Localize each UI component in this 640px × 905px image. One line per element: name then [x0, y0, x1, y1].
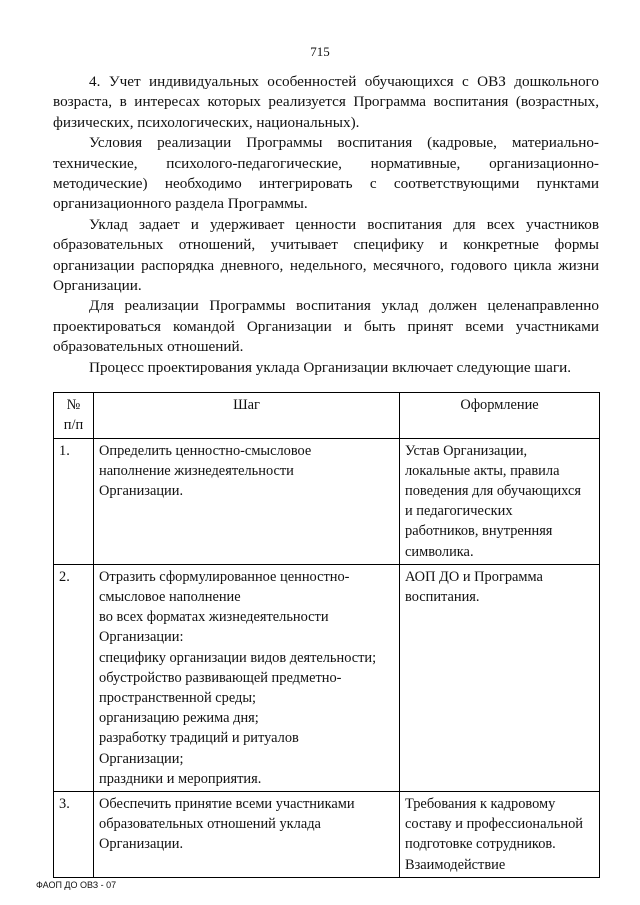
footer-stamp: ФАОП ДО ОВЗ - 07: [36, 880, 117, 890]
row-number: 2.: [54, 564, 94, 791]
step-line: Отразить сформулированное ценностно-: [99, 568, 350, 585]
step-line: праздники и мероприятия.: [99, 770, 262, 787]
document-body: [53, 72, 599, 878]
paragraph-4: Для реализации Программы воспитания уклад должен целенаправленно проектироваться командой Организации и быть принят всеми участниками образовательных отношений.: [53, 297, 599, 356]
header-number-line1: №: [66, 397, 81, 414]
format-line: Взаимодействие: [405, 856, 506, 873]
step-line: смысловое наполнение: [99, 588, 241, 605]
format-line: подготовке сотрудников.: [405, 836, 556, 853]
step-cell: [94, 564, 400, 791]
row-number: 1.: [54, 438, 94, 564]
format-line: символика.: [405, 543, 474, 560]
paragraph-2: Условия реализации Программы воспитания (кадровые, материально-технические, психолого-педагогические, нормативные, организационно-методические) необходимо интегрировать с соответствующими пунктами организационного раздела Программы.: [53, 134, 599, 213]
table-row: [54, 791, 600, 877]
step-line: Организации.: [99, 836, 184, 853]
step-line: обустройство развивающей предметно-: [99, 669, 342, 686]
format-line: Устав Организации,: [405, 442, 528, 459]
format-cell: [400, 791, 600, 877]
step-line: разработку традиций и ритуалов: [99, 730, 299, 747]
page-number: 715: [310, 44, 330, 59]
table-row: [54, 438, 600, 564]
header-step: Шаг: [94, 393, 400, 438]
table-header-row: [54, 393, 600, 438]
format-line: поведения для обучающихся: [405, 482, 581, 499]
header-format: Оформление: [400, 393, 600, 438]
step-cell: [94, 438, 400, 564]
format-line: составу и профессиональной: [405, 816, 583, 833]
header-number-line2: п/п: [63, 417, 84, 434]
header-number: [54, 393, 94, 438]
paragraph-5: Процесс проектирования уклада Организации включает следующие шаги.: [89, 358, 571, 376]
step-line: пространственной среды;: [99, 689, 257, 706]
row-number: 3.: [54, 791, 94, 877]
format-line: работников, внутренняя: [405, 523, 553, 540]
format-line: Требования к кадровому: [405, 795, 556, 812]
step-cell: [94, 791, 400, 877]
step-line: организацию режима дня;: [99, 710, 259, 727]
paragraph-1: 4. Учет индивидуальных особенностей обучающихся с ОВЗ дошкольного возраста, в интересах которых реализуется Программа воспитания (возрастных, физических, психологических, национальных).: [53, 73, 599, 131]
step-line: Организации.: [99, 482, 184, 499]
format-line: и педагогических: [405, 503, 513, 520]
step-line: во всех форматах жизнедеятельности: [99, 609, 329, 626]
format-line: воспитания.: [405, 588, 480, 605]
table-row: [54, 564, 600, 791]
format-cell: [400, 564, 600, 791]
format-line: локальные акты, правила: [405, 462, 560, 479]
step-line: Организации:: [99, 629, 184, 646]
steps-table: [53, 392, 600, 878]
step-line: Организации;: [99, 750, 184, 767]
step-line: наполнение жизнедеятельности: [99, 462, 294, 479]
format-cell: [400, 438, 600, 564]
step-line: Обеспечить принятие всеми участниками: [99, 795, 355, 812]
step-line: Определить ценностно-смысловое: [99, 442, 312, 459]
step-line: образовательных отношений уклада: [99, 816, 321, 833]
table-body: [54, 438, 600, 877]
format-line: АОП ДО и Программа: [405, 568, 543, 585]
step-line: специфику организации видов деятельности;: [99, 649, 377, 666]
paragraph-3: Уклад задает и удерживает ценности воспитания для всех участников образовательных отношений, учитывает специфику и конкретные формы организации распорядка дневного, недельного, месячного, годового цикла жизни Организации.: [53, 215, 599, 295]
